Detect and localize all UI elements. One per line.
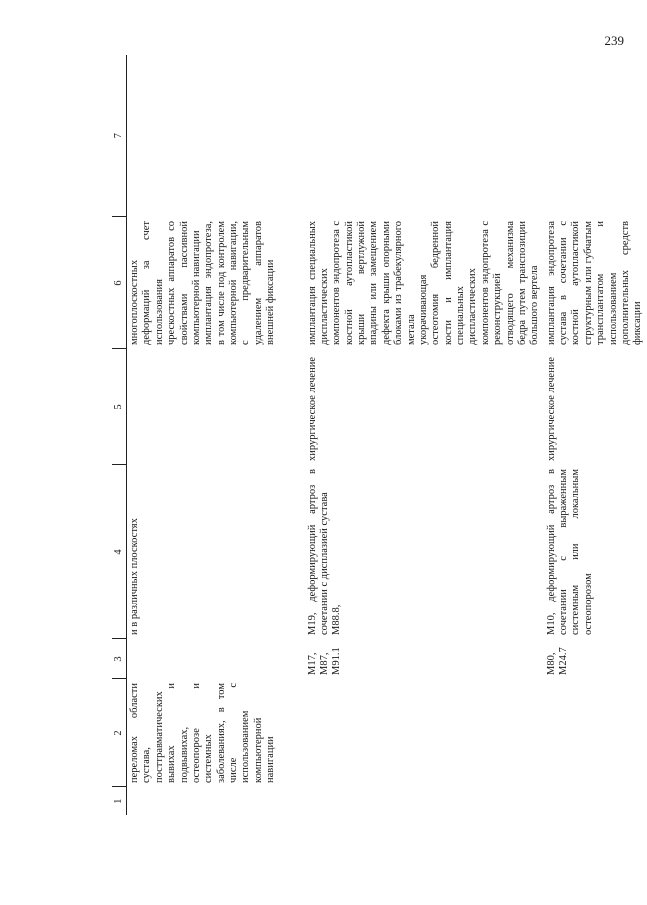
method-text: имплантация эндопротеза сустава в сочетании с костной аутопластикой структурным или губчатым трансплантатом и использованием дополнительных средств фиксации [545,221,644,345]
table-cell [305,639,544,679]
procedures-table [112,55,647,815]
column-number-row [112,55,127,815]
method-text: многоплоскостных деформаций за счет использования чрескостных аппаратов со свойствами пассивной компьютерной навигации имплантация эндопротеза, в том числе под контролем компьютерной навигации, с предварительным удалением аппаратов внешней фиксации [129,221,277,345]
column-header-7: 7 [112,55,127,217]
method-text: имплантация специальных диспластических компонентов эндопротеза с костной аутопластикой крыши вертлужной впадины или замещением дефекта крыши опорными блоками из трабекулярного метала укорачивающая остеотомия бедренной кости и имплантация специальных диспластических компонентов эндопротеза с реконструкцией отводящего механизма бедра путем транспозиции большого вертела [306,221,541,345]
table-cell [127,679,305,787]
table-cell [305,679,544,787]
table-cell [127,639,305,679]
table-cell [127,349,305,465]
column-header-3: 3 [112,639,127,679]
table-cell [544,217,647,349]
table-cell [544,787,647,815]
table-cell [127,465,305,639]
table-cell [544,639,647,679]
diagnosis-text: и в различных плоскостях [129,518,140,635]
table-cell [127,787,305,815]
table-row [305,55,544,815]
table-cell [544,55,647,217]
table-cell [544,465,647,639]
diagnosis-text: M19, деформирующий артроз в сочетании с дисплазией сустава M88.8, [306,469,343,635]
column-header-5: 5 [112,349,127,465]
diagnosis-text: M10, деформирующий артроз в сочетании с выраженным системным или локальным остеопорозом [545,469,594,635]
column-header-4: 4 [112,465,127,639]
table-cell [305,787,544,815]
treatment-type: хирургическое лечение [545,357,557,461]
table-cell [305,349,544,465]
column-header-6: 6 [112,217,127,349]
table-row [127,55,305,815]
icd-codes: M17, M87, M91.1 [306,647,343,675]
treatment-type: хирургическое лечение [306,357,318,461]
table-cell [127,55,305,217]
icd-codes: M80, M24.7 [545,647,569,675]
condition-text: переломах области сустава, посттравматических вывихах и подвывихах, остеопорозе и системных заболеваниях, в том числе с использованием компьютерной навигации [129,683,277,783]
table-row [544,55,647,815]
column-header-1: 1 [112,787,127,815]
table-cell [305,465,544,639]
table-cell [544,679,647,787]
rotated-table-container [112,55,644,815]
table-cell [305,55,544,217]
column-header-2: 2 [112,679,127,787]
page-number: 239 [604,33,624,48]
table-cell [544,349,647,465]
table-cell [305,217,544,349]
table-cell [127,217,305,349]
